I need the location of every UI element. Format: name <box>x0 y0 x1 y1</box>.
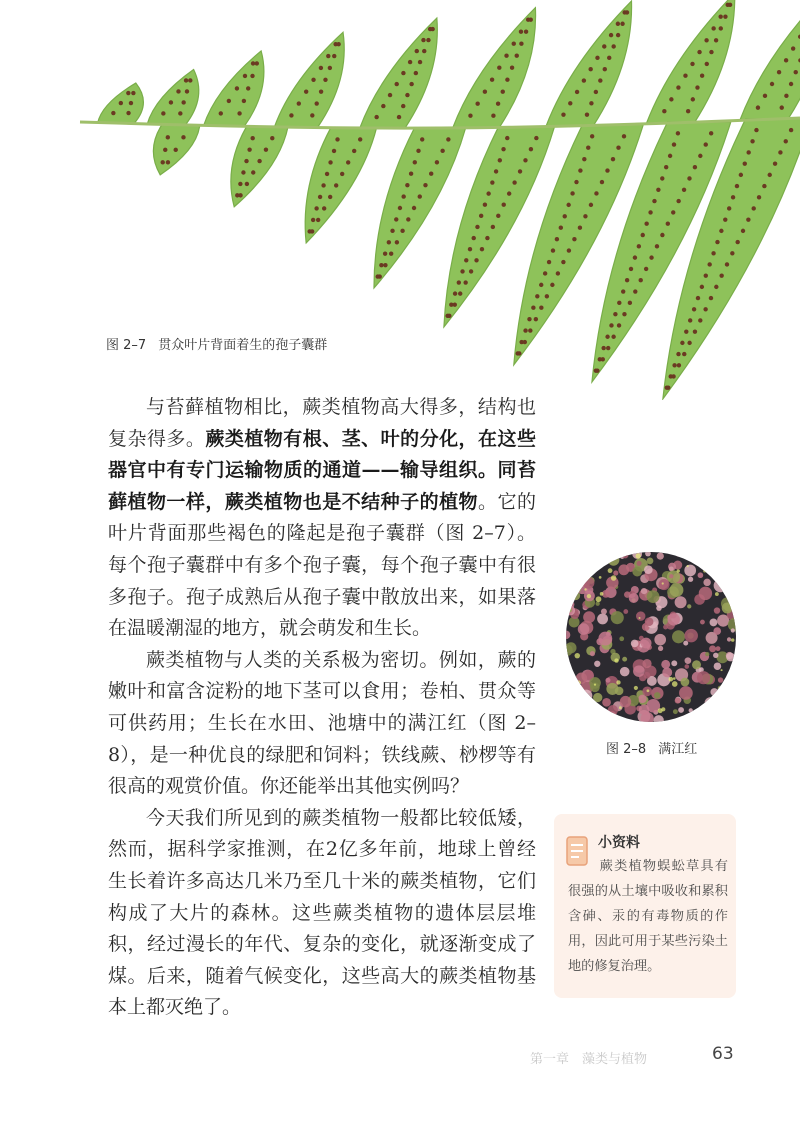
body-paragraph <box>108 392 536 645</box>
info-sidebox <box>554 814 736 998</box>
body-paragraph <box>108 803 536 1024</box>
figure-caption-text: 贯众叶片背面着生的孢子囊群 <box>158 338 328 353</box>
sidebox-title: 小资料 <box>598 835 640 851</box>
body-paragraph <box>108 645 536 803</box>
figure-2-8-caption <box>606 738 697 757</box>
paragraph-text: 今天我们所见到的蕨类植物一般都比较低矮，然而，据科学家推测，在2亿多年前，地球上曾经生长着许多高达几米乃至几十米的蕨类植物，它们构成了大片的森林。这些蕨类植物的遗体层层堆积，经过漫长的年代、复杂的变化，就逐渐变成了煤。后来，随着气候变化，这些高大的蕨类植物基本上都灭绝了。 <box>108 806 536 1019</box>
figure-caption-text: 满江红 <box>658 742 698 757</box>
figure-number: 图 2–7 <box>106 338 147 353</box>
sidebox-text: 蕨类植物蜈蚣草具有很强的从土壤中吸收和累积含砷、汞的有毒物质的作用，因此可用于某些污染土地的修复治理。 <box>568 859 728 974</box>
azolla-photo <box>566 552 736 722</box>
key-concept-text: 蕨类植物有根、茎、叶的分化，在这些器官中有专门运输物质的通道——输导组织。同苔藓植物一样，蕨类植物也是不结种子的植物 <box>108 427 536 513</box>
page-number: 63 <box>712 1044 734 1064</box>
paragraph-text: 与苔藓植物相比，蕨类植物高大得多，结构也复杂得多。 <box>108 396 536 450</box>
main-body-text <box>108 392 536 1024</box>
figure-2-7-caption <box>106 334 327 353</box>
paragraph-text: 。它的叶片背面那些褐色的隆起是孢子囊群（图 2–7）。每个孢子囊群中有多个孢子囊，每个孢子囊中有很多孢子。孢子成熟后从孢子囊中散放出来，如果落在温暖潮湿的地方，就会萌发和生长。 <box>108 490 536 640</box>
paragraph-text: 蕨类植物与人类的关系极为密切。例如，蕨的嫩叶和富含淀粉的地下茎可以食用；卷柏、贯众等可供药用；生长在水田、池塘中的满江红（图 2–8），是一种优良的绿肥和饲料；铁线蕨、桫椤等有很高的观赏价值。你还能举出其他实例吗？ <box>108 648 536 798</box>
figure-number: 图 2–8 <box>606 742 647 757</box>
running-footer-chapter: 第一章 藻类与植物 <box>530 1052 648 1067</box>
